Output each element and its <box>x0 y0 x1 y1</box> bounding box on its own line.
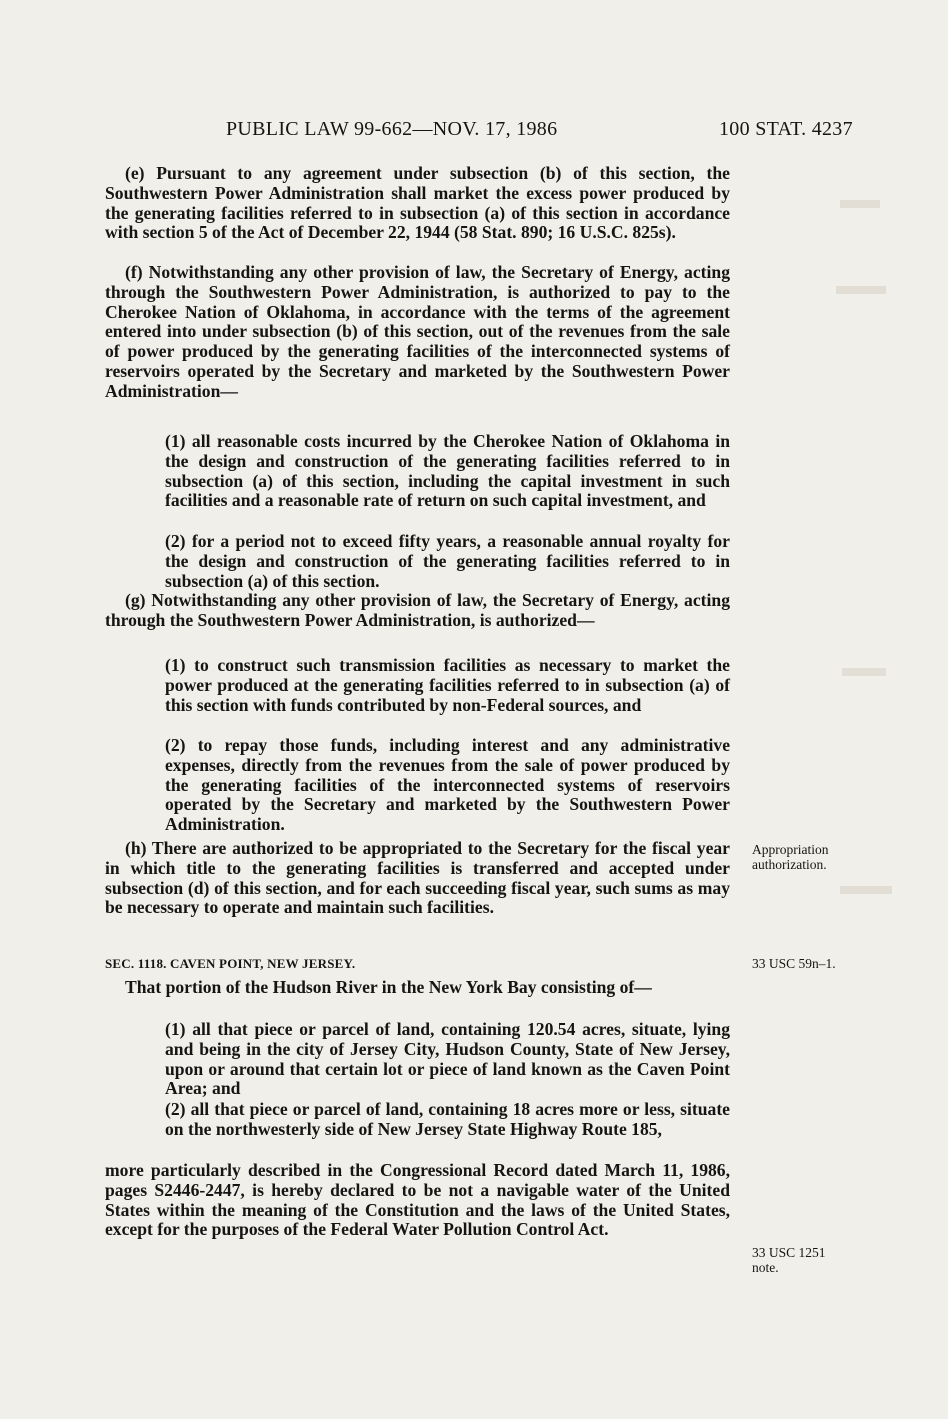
paragraph-g: (g) Notwithstanding any other provision of law, the Secretary of Energy, acting through the Southwestern Power Administration, is authorized— <box>105 590 730 630</box>
section-item-1 <box>145 1020 730 1099</box>
paragraph-g2-text: (2) to repay those funds, including interest and any administrative expenses, directly from the revenues from the sale of power produced by the generating facilities of the interconnected systems of reservoirs operated by the Secretary and marketed by the Southwestern Power Administration. <box>165 735 730 835</box>
paragraph-e: (e) Pursuant to any agreement under subsection (b) of this section, the Southwestern Power Administration shall market the excess power produced by the generating facilities referred to in subsection (a) of this section in accordance with section 5 of the Act of December 22, 1944 (58 Stat. 890; 16 U.S.C. 825s). <box>105 163 730 243</box>
paragraph-f: (f) Notwithstanding any other provision of law, the Secretary of Energy, acting through the Southwestern Power Administration, is authorized to pay to the Cherokee Nation of Oklahoma, in accordance with the terms of the agreement entered into under subsection (b) of this section, out of the revenues from the sale of power produced by the generating facilities of the interconnected systems of reservoirs operated by the Secretary and marketed by the Southwestern Power Administration— <box>105 262 730 401</box>
margin-note-usc-59: 33 USC 59n–1. <box>752 956 836 971</box>
ghost-mark <box>842 668 886 676</box>
margin-note-line: note. <box>752 1260 779 1275</box>
paragraph-f1 <box>145 432 730 511</box>
statute-citation: 100 STAT. 4237 <box>719 118 853 140</box>
margin-note-line: Appropriation <box>752 842 829 857</box>
section-item-2-text: (2) all that piece or parcel of land, containing 18 acres more or less, situate on the northwesterly side of New Jersey State Highway Route 185, <box>165 1099 730 1139</box>
paragraph-f2 <box>145 532 730 591</box>
section-heading: SEC. 1118. CAVEN POINT, NEW JERSEY. <box>105 956 356 971</box>
ghost-mark <box>836 286 886 294</box>
paragraph-g2 <box>145 736 730 835</box>
margin-note-line: 33 USC 1251 <box>752 1245 826 1260</box>
section-item-1-text: (1) all that piece or parcel of land, containing 120.54 acres, situate, lying and being in the city of Jersey City, Hudson County, State of New Jersey, upon or around that certain lot or piece of land known as the Caven Point Area; and <box>165 1019 730 1099</box>
section-item-2 <box>145 1100 730 1140</box>
ghost-mark <box>840 200 880 208</box>
ghost-mark <box>840 886 892 894</box>
margin-note-usc-1251 <box>752 1245 826 1275</box>
paragraph-f1-text: (1) all reasonable costs incurred by the Cherokee Nation of Oklahoma in the design and construction of the generating facilities referred to in subsection (a) of this section, including the capital investment in such facilities and a reasonable rate of return on such capital investment, and <box>165 431 730 511</box>
page-title: PUBLIC LAW 99-662—NOV. 17, 1986 <box>226 118 558 140</box>
paragraph-f2-text: (2) for a period not to exceed fifty years, a reasonable annual royalty for the design and construction of the generating facilities referred to in subsection (a) of this section. <box>165 531 730 591</box>
margin-note-line: authorization. <box>752 857 827 872</box>
paragraph-g1 <box>145 656 730 715</box>
margin-note-appropriation <box>752 842 829 872</box>
paragraph-h: (h) There are authorized to be appropriated to the Secretary for the fiscal year in which title to the generating facilities is transferred and accepted under subsection (d) of this section, and for each succeeding fiscal year, such sums as may be necessary to operate and maintain such facilities. <box>105 838 730 918</box>
section-tail: more particularly described in the Congressional Record dated March 11, 1986, pages S2446-2447, is hereby declared to be not a navigable water of the United States within the meaning of the Constitution and the laws of the United States, except for the purposes of the Federal Water Pollution Control Act. <box>105 1160 730 1240</box>
paragraph-g1-text: (1) to construct such transmission facilities as necessary to market the power produced at the generating facilities referred to in subsection (a) of this section with funds contributed by non-Federal sources, and <box>165 655 730 715</box>
section-intro: That portion of the Hudson River in the New York Bay consisting of— <box>125 977 652 997</box>
